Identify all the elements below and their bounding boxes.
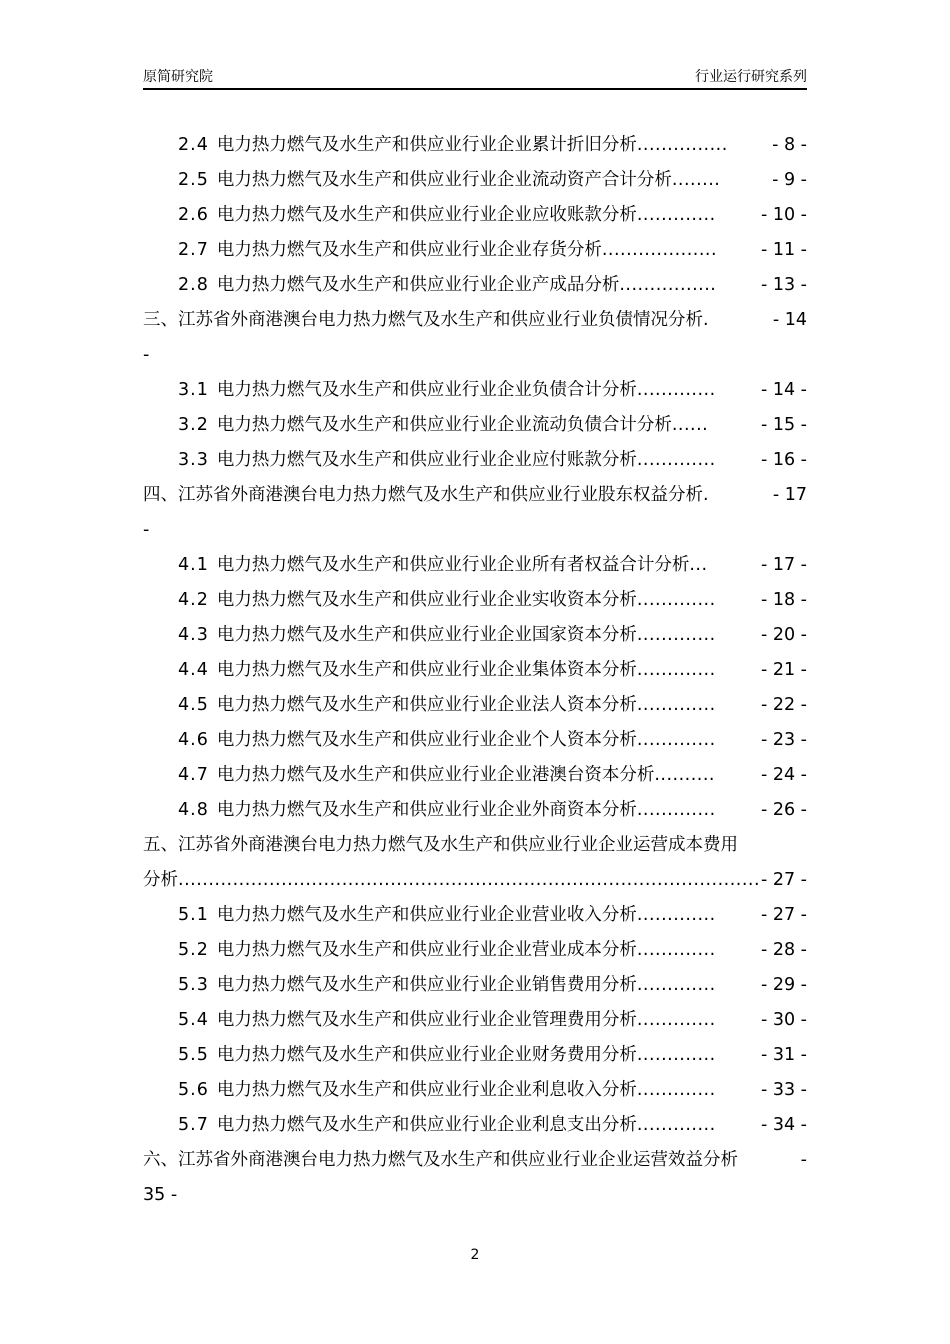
toc-entry-4-5[interactable]: [143, 688, 807, 723]
toc-entry-number: 4.7: [178, 765, 209, 785]
toc-chapter-4-wrap: [143, 513, 807, 548]
toc-leader-dots: .: [703, 485, 710, 505]
toc-leader-dots: ........: [671, 170, 721, 190]
toc-entry-page: - 21 -: [760, 660, 807, 680]
toc-leader-dots: .: [703, 310, 710, 330]
toc-chapter-5-wrap[interactable]: [143, 863, 807, 898]
page-header: [143, 66, 807, 90]
toc-entry-5-4[interactable]: [143, 1003, 807, 1038]
toc-leader-dots: .............: [636, 1115, 716, 1135]
toc-entry-5-5[interactable]: [143, 1038, 807, 1073]
toc-chapter-4[interactable]: [143, 478, 807, 513]
toc-entry-page: - 9 -: [772, 170, 807, 190]
toc-entry-number: 3.2: [178, 415, 209, 435]
toc-entry-3-2[interactable]: [143, 408, 807, 443]
toc-leader-dots: .............: [636, 590, 716, 610]
toc-entry-title: 电力热力燃气及水生产和供应业行业企业营业成本分析: [216, 940, 637, 960]
toc-entry-title: 电力热力燃气及水生产和供应业行业企业法人资本分析: [216, 695, 637, 715]
toc-entry-title: 电力热力燃气及水生产和供应业行业企业国家资本分析: [216, 625, 637, 645]
toc-entry-page: - 14 -: [760, 380, 807, 400]
toc-entry-title: 电力热力燃气及水生产和供应业行业企业集体资本分析: [216, 660, 637, 680]
toc-entry-number: 5.4: [178, 1010, 209, 1030]
toc-entry-page: - 24 -: [760, 765, 807, 785]
toc-entry-2-5[interactable]: [143, 163, 807, 198]
toc-entry-page: - 14: [772, 310, 807, 330]
toc-entry-5-7[interactable]: [143, 1108, 807, 1143]
toc-entry-title: 电力热力燃气及水生产和供应业行业企业累计折旧分析: [216, 135, 637, 155]
header-publisher: 原简研究院: [143, 69, 213, 85]
toc-entry-4-4[interactable]: [143, 653, 807, 688]
toc-wrap-text: -: [143, 520, 150, 540]
toc-entry-number: 4.2: [178, 590, 209, 610]
toc-entry-title: 电力热力燃气及水生产和供应业行业企业所有者权益合计分析: [216, 555, 690, 575]
toc-leader-dots: ...: [689, 555, 708, 575]
toc-chapter-3-wrap: [143, 338, 807, 373]
toc-entry-5-6[interactable]: [143, 1073, 807, 1108]
toc-entry-page: - 16 -: [760, 450, 807, 470]
toc-entry-title: 电力热力燃气及水生产和供应业行业企业营业收入分析: [216, 905, 637, 925]
toc-leader-dots: .............: [636, 800, 716, 820]
toc-leader-dots: .............: [636, 1010, 716, 1030]
toc-entry-2-6[interactable]: [143, 198, 807, 233]
toc-entry-title: 电力热力燃气及水生产和供应业行业企业个人资本分析: [216, 730, 637, 750]
toc-entry-page: - 20 -: [760, 625, 807, 645]
toc-leader-dots: ...................: [601, 240, 718, 260]
toc-entry-number: 2.8: [178, 275, 209, 295]
toc-entry-title: 电力热力燃气及水生产和供应业行业企业应付账款分析: [216, 450, 637, 470]
toc-entry-number: 2.7: [178, 240, 209, 260]
toc-leader-dots: .............: [636, 625, 716, 645]
toc-leader-dots: .............: [636, 205, 716, 225]
toc-entry-page: - 18 -: [760, 590, 807, 610]
toc-entry-page: - 33 -: [760, 1080, 807, 1100]
toc-entry-page: - 29 -: [760, 975, 807, 995]
toc-chapter-title: 五、江苏省外商港澳台电力热力燃气及水生产和供应业行业企业运营成本费用: [143, 835, 738, 855]
toc-entry-title: 电力热力燃气及水生产和供应业行业企业利息支出分析: [216, 1115, 637, 1135]
page-number: 2: [470, 1247, 480, 1263]
toc-entry-page: - 15 -: [760, 415, 807, 435]
toc-leader-dots: ................................................................................................: [178, 870, 761, 890]
toc-leader-dots: .............: [636, 905, 716, 925]
toc-leader-dots: ......: [671, 415, 709, 435]
toc-entry-title: 电力热力燃气及水生产和供应业行业企业财务费用分析: [216, 1045, 637, 1065]
toc-entry-page: - 10 -: [760, 205, 807, 225]
toc-leader-dots: .............: [636, 975, 716, 995]
toc-entry-2-4[interactable]: [143, 128, 807, 163]
toc-entry-page: -: [800, 1150, 807, 1170]
toc-entry-number: 5.5: [178, 1045, 209, 1065]
toc-entry-number: 3.3: [178, 450, 209, 470]
toc-wrap-text: -: [143, 345, 150, 365]
toc-entry-4-7[interactable]: [143, 758, 807, 793]
toc-entry-page: - 27 -: [760, 905, 807, 925]
toc-entry-page: - 8 -: [772, 135, 807, 155]
toc-entry-number: 2.5: [178, 170, 209, 190]
toc-entry-number: 2.6: [178, 205, 209, 225]
toc-entry-page: - 34 -: [760, 1115, 807, 1135]
toc-entry-5-3[interactable]: [143, 968, 807, 1003]
toc-entry-number: 5.1: [178, 905, 209, 925]
toc-leader-dots: ...............: [636, 135, 728, 155]
toc-entry-number: 5.3: [178, 975, 209, 995]
toc-entry-page: - 27 -: [760, 870, 807, 890]
toc-entry-number: 4.5: [178, 695, 209, 715]
toc-entry-number: 4.4: [178, 660, 209, 680]
header-series: 行业运行研究系列: [695, 69, 807, 85]
toc-wrap-text: 35 -: [143, 1185, 178, 1205]
toc-entry-number: 4.8: [178, 800, 209, 820]
toc-entry-title: 电力热力燃气及水生产和供应业行业企业产成品分析: [216, 275, 620, 295]
toc-entry-page: - 17 -: [760, 555, 807, 575]
toc-entry-4-6[interactable]: [143, 723, 807, 758]
toc-leader-dots: .............: [636, 730, 716, 750]
toc-entry-title: 电力热力燃气及水生产和供应业行业企业存货分析: [216, 240, 602, 260]
toc-chapter-5[interactable]: [143, 828, 807, 863]
toc-leader-dots: .............: [636, 1080, 716, 1100]
toc-chapter-title: 三、江苏省外商港澳台电力热力燃气及水生产和供应业行业负债情况分析: [143, 310, 703, 330]
toc-entry-page: - 17: [772, 485, 807, 505]
toc-leader-dots: ................: [619, 275, 717, 295]
toc-entry-number: 4.6: [178, 730, 209, 750]
toc-entry-5-1[interactable]: [143, 898, 807, 933]
table-of-contents: [143, 128, 807, 1213]
toc-entry-page: - 13 -: [760, 275, 807, 295]
toc-chapter-6[interactable]: [143, 1143, 807, 1178]
toc-entry-title: 电力热力燃气及水生产和供应业行业企业外商资本分析: [216, 800, 637, 820]
toc-entry-number: 5.7: [178, 1115, 209, 1135]
toc-entry-4-2[interactable]: [143, 583, 807, 618]
toc-chapter-6-wrap: [143, 1178, 807, 1213]
toc-entry-title: 电力热力燃气及水生产和供应业行业企业负债合计分析: [216, 380, 637, 400]
toc-entry-3-3[interactable]: [143, 443, 807, 478]
toc-leader-dots: .............: [636, 1045, 716, 1065]
toc-entry-page: - 11 -: [760, 240, 807, 260]
toc-chapter-title: 四、江苏省外商港澳台电力热力燃气及水生产和供应业行业股东权益分析: [143, 485, 703, 505]
toc-leader-dots: .............: [636, 660, 716, 680]
toc-entry-number: 3.1: [178, 380, 209, 400]
toc-entry-4-3[interactable]: [143, 618, 807, 653]
toc-entry-title: 电力热力燃气及水生产和供应业行业企业销售费用分析: [216, 975, 637, 995]
toc-entry-page: - 22 -: [760, 695, 807, 715]
toc-leader-dots: .............: [636, 940, 716, 960]
toc-entry-title: 电力热力燃气及水生产和供应业行业企业流动资产合计分析: [216, 170, 672, 190]
toc-entry-page: - 26 -: [760, 800, 807, 820]
toc-leader-dots: ..........: [654, 765, 715, 785]
toc-leader-dots: .............: [636, 695, 716, 715]
toc-entry-number: 2.4: [178, 135, 209, 155]
toc-entry-title: 电力热力燃气及水生产和供应业行业企业管理费用分析: [216, 1010, 637, 1030]
toc-chapter-title-continued: 分析: [143, 870, 178, 890]
toc-entry-4-8[interactable]: [143, 793, 807, 828]
toc-entry-title: 电力热力燃气及水生产和供应业行业企业港澳台资本分析: [216, 765, 655, 785]
toc-entry-number: 4.1: [178, 555, 209, 575]
toc-entry-3-1[interactable]: [143, 373, 807, 408]
toc-entry-number: 5.2: [178, 940, 209, 960]
toc-chapter-title: 六、江苏省外商港澳台电力热力燃气及水生产和供应业行业企业运营效益分析: [143, 1150, 738, 1170]
toc-entry-number: 4.3: [178, 625, 209, 645]
toc-leader-dots: .............: [636, 380, 716, 400]
toc-entry-5-2[interactable]: [143, 933, 807, 968]
toc-entry-page: - 23 -: [760, 730, 807, 750]
toc-entry-title: 电力热力燃气及水生产和供应业行业企业流动负债合计分析: [216, 415, 672, 435]
toc-entry-page: - 28 -: [760, 940, 807, 960]
toc-entry-4-1[interactable]: [143, 548, 807, 583]
toc-entry-title: 电力热力燃气及水生产和供应业行业企业实收资本分析: [216, 590, 637, 610]
toc-entry-2-7[interactable]: [143, 233, 807, 268]
toc-entry-page: - 31 -: [760, 1045, 807, 1065]
toc-entry-2-8[interactable]: [143, 268, 807, 303]
toc-entry-number: 5.6: [178, 1080, 209, 1100]
toc-chapter-3[interactable]: [143, 303, 807, 338]
toc-entry-page: - 30 -: [760, 1010, 807, 1030]
toc-entry-title: 电力热力燃气及水生产和供应业行业企业应收账款分析: [216, 205, 637, 225]
toc-entry-title: 电力热力燃气及水生产和供应业行业企业利息收入分析: [216, 1080, 637, 1100]
toc-leader-dots: .............: [636, 450, 716, 470]
